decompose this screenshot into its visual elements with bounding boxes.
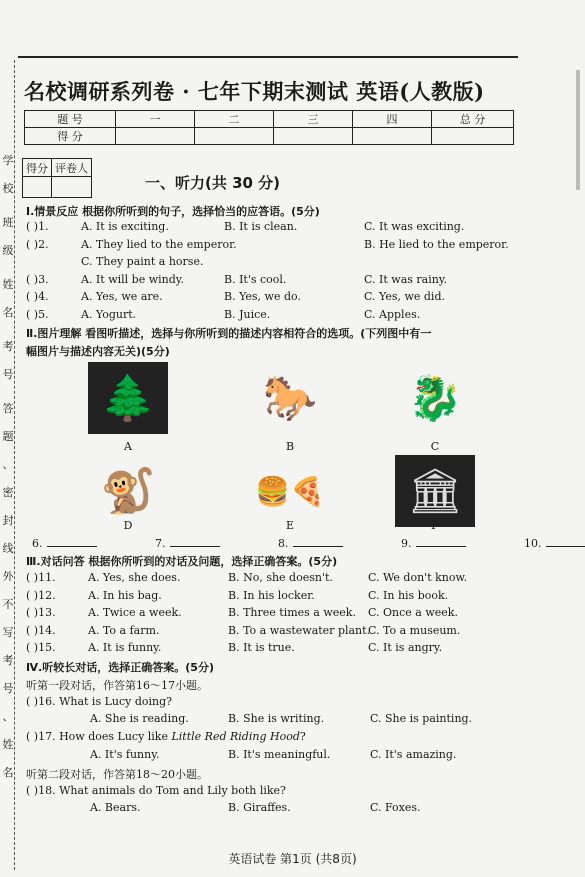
option-a[interactable]: A. To a farm. xyxy=(88,623,160,637)
page-footer: 英语试卷 第1页 (共8页) xyxy=(228,852,357,866)
score-row-label: 得 分 xyxy=(25,128,116,145)
score-table xyxy=(24,110,514,145)
answer-blank-item xyxy=(524,536,585,550)
question-number: ( )4. xyxy=(26,290,49,303)
score-col-4: 四 xyxy=(353,111,432,128)
hamburger-pizza-icon: 🍔🍕 xyxy=(255,474,325,508)
right-edge-shadow xyxy=(576,70,580,190)
side-char: 题 xyxy=(2,430,14,443)
question-row xyxy=(26,624,536,640)
score-cell[interactable] xyxy=(274,128,353,145)
option-a[interactable]: A. It is exciting. xyxy=(81,220,169,233)
picture-label: F xyxy=(431,519,439,532)
question-row xyxy=(26,273,536,289)
grader-score-cell[interactable] xyxy=(23,177,52,198)
option-b[interactable]: B. No, she doesn't. xyxy=(228,571,333,584)
part4-sub1: 听第一段对话，作答第16～17小题。 xyxy=(26,679,208,692)
q17-mark: ? xyxy=(299,730,306,743)
side-char: 答 xyxy=(2,402,14,415)
answer-blank-item xyxy=(155,536,220,550)
side-char: 写 xyxy=(2,626,14,639)
picture-label: E xyxy=(285,519,295,532)
answer-blank-line[interactable] xyxy=(170,536,220,547)
option-b[interactable]: B. Juice. xyxy=(224,307,271,321)
binding-line xyxy=(14,60,15,870)
side-char: 姓 xyxy=(2,278,14,291)
option-b[interactable]: B. It's cool. xyxy=(224,272,287,286)
option-a[interactable]: A. It will be windy. xyxy=(81,272,185,286)
side-char: 号 xyxy=(2,682,14,695)
snowy-forest-icon: 🌲 xyxy=(88,362,168,434)
question-number: ( )13. xyxy=(26,606,56,619)
q18-option-c[interactable]: C. Foxes. xyxy=(370,801,421,814)
side-char: 班 xyxy=(2,216,14,229)
q18-option-b[interactable]: B. Giraffes. xyxy=(228,801,291,814)
side-char: 外 xyxy=(2,570,14,583)
ancient-bronze-icon: 🏛 xyxy=(395,455,475,527)
section-1-title: 一、听力(共 30 分) xyxy=(145,174,281,192)
option-a[interactable]: A. Yogurt. xyxy=(81,307,137,321)
q17-book-title: Little Red Riding Hood xyxy=(171,730,300,743)
blank-number: 7. xyxy=(155,537,166,550)
horse-icon: 🐎 xyxy=(262,373,318,424)
grader-score-label: 得分 xyxy=(23,159,52,177)
q17-option-a[interactable]: A. It's funny. xyxy=(90,748,160,761)
score-cell[interactable] xyxy=(353,128,432,145)
option-b[interactable]: B. It is true. xyxy=(228,641,295,654)
question-number: ( )14. xyxy=(26,623,56,637)
option-c[interactable]: C. It is angry. xyxy=(368,641,443,654)
monkey-icon: 🐒 xyxy=(100,466,156,517)
side-char: 姓 xyxy=(2,738,14,751)
question-16: ( )16. What is Lucy doing? xyxy=(26,695,173,708)
score-cell[interactable] xyxy=(195,128,274,145)
option-b[interactable]: B. Yes, we do. xyxy=(224,290,301,303)
dragon-icon: 🐉 xyxy=(407,373,463,424)
answer-blank-item xyxy=(401,536,466,550)
score-col-2: 二 xyxy=(195,111,274,128)
grader-box xyxy=(22,158,92,198)
option-a[interactable]: A. Yes, she does. xyxy=(88,571,181,584)
answer-blank-line[interactable] xyxy=(293,536,343,547)
blank-number: 9. xyxy=(401,537,412,550)
q17-option-c[interactable]: C. It's amazing. xyxy=(370,748,457,761)
grader-name-cell[interactable] xyxy=(52,177,92,198)
option-c[interactable]: C. Apples. xyxy=(364,307,421,321)
side-char: 线 xyxy=(2,542,14,555)
side-char: 级 xyxy=(2,244,14,257)
part2-heading-1: Ⅱ.图片理解 看图听描述，选择与你所听到的描述内容相符合的选项。(下列图中有一 xyxy=(26,327,432,340)
question-number: ( )11. xyxy=(26,571,56,584)
option-b[interactable]: B. It is clean. xyxy=(224,220,298,233)
top-rule xyxy=(18,56,518,58)
option-c[interactable]: C. To a museum. xyxy=(368,623,461,637)
part2-heading-2: 幅图片与描述内容无关)(5分) xyxy=(26,345,170,358)
option-a[interactable]: C. They paint a horse. xyxy=(81,255,204,268)
score-col-1: 一 xyxy=(116,111,195,128)
question-number: ( )12. xyxy=(26,588,56,602)
page-title: 名校调研系列卷 · 七年下期末测试 英语(人教版) xyxy=(24,79,485,104)
side-char: 不 xyxy=(2,598,14,611)
side-char: 、 xyxy=(2,710,14,723)
side-char: 名 xyxy=(2,766,14,779)
blank-number: 6. xyxy=(32,537,43,550)
option-a[interactable]: A. They lied to the emperor. xyxy=(81,237,237,251)
question-row xyxy=(26,606,536,622)
score-header: 题 号 xyxy=(25,111,116,128)
option-b[interactable]: B. In his locker. xyxy=(228,588,315,602)
option-c[interactable]: C. It was rainy. xyxy=(364,272,448,286)
score-col-total: 总 分 xyxy=(432,111,514,128)
question-row xyxy=(26,571,536,587)
question-row xyxy=(26,589,536,605)
score-cell[interactable] xyxy=(116,128,195,145)
question-row xyxy=(26,308,536,324)
question-number: ( )15. xyxy=(26,641,56,654)
part1-heading: Ⅰ.情景反应 根据你所听到的句子，选择恰当的应答语。(5分) xyxy=(26,205,320,218)
option-c[interactable]: C. Yes, we did. xyxy=(364,290,445,303)
q16-option-a[interactable]: A. She is reading. xyxy=(90,712,189,725)
side-char: 学 xyxy=(2,154,14,167)
part3-heading: Ⅲ.对话问答 根据你所听到的对话及问题，选择正确答案。(5分) xyxy=(26,555,338,568)
blank-number: 10. xyxy=(524,537,542,550)
option-a[interactable]: A. In his bag. xyxy=(88,588,162,602)
option-a[interactable]: A. Yes, we are. xyxy=(81,290,163,303)
score-col-3: 三 xyxy=(274,111,353,128)
picture-label: A xyxy=(124,440,132,453)
option-a[interactable]: A. It is funny. xyxy=(88,641,162,654)
blank-number: 8. xyxy=(278,537,289,550)
q17-text: ( )17. How does Lucy like xyxy=(26,730,172,743)
option-c[interactable]: C. Once a week. xyxy=(368,606,458,619)
picture-label: C xyxy=(430,440,440,453)
answer-blank-line[interactable] xyxy=(546,536,585,547)
side-char: 考 xyxy=(2,654,14,667)
q16-option-b[interactable]: B. She is writing. xyxy=(228,712,325,725)
option-a[interactable]: A. Twice a week. xyxy=(88,606,182,619)
answer-blank-line[interactable] xyxy=(47,536,97,547)
question-number: ( )5. xyxy=(26,307,49,321)
answer-blank-line[interactable] xyxy=(416,536,466,547)
option-c[interactable]: C. We don't know. xyxy=(368,571,468,584)
side-char: 、 xyxy=(2,458,14,471)
option-c[interactable]: B. He lied to the emperor. xyxy=(364,237,509,251)
part4-heading: Ⅳ.听较长对话，选择正确答案。(5分) xyxy=(26,661,214,674)
picture-label: D xyxy=(123,519,133,532)
question-row xyxy=(26,641,536,657)
question-row xyxy=(26,255,536,271)
option-c[interactable]: C. It was exciting. xyxy=(364,220,465,233)
q18-option-a[interactable]: A. Bears. xyxy=(90,801,141,814)
option-c[interactable]: C. In his book. xyxy=(368,588,449,602)
answer-blank-item xyxy=(32,536,97,550)
option-b[interactable]: B. Three times a week. xyxy=(228,606,356,619)
question-row xyxy=(26,290,536,306)
side-char: 号 xyxy=(2,368,14,381)
part4-sub2: 听第二段对话，作答第18～20小题。 xyxy=(26,768,208,781)
question-number: ( )1. xyxy=(26,220,49,233)
q16-option-c[interactable]: C. She is painting. xyxy=(370,712,473,725)
side-char: 考 xyxy=(2,340,14,353)
score-cell[interactable] xyxy=(432,128,514,145)
option-b[interactable]: B. To a wastewater plant. xyxy=(228,623,371,637)
question-row xyxy=(26,238,536,254)
picture-label: B xyxy=(285,440,295,453)
question-number: ( )2. xyxy=(26,237,49,251)
question-18: ( )18. What animals do Tom and Lily both like? xyxy=(26,784,286,797)
answer-blank-item xyxy=(278,536,343,550)
question-row xyxy=(26,220,536,236)
side-char: 校 xyxy=(2,182,14,195)
side-char: 密 xyxy=(2,486,14,499)
grader-name-label: 评卷人 xyxy=(52,159,92,177)
question-17 xyxy=(26,730,306,743)
q17-option-b[interactable]: B. It's meaningful. xyxy=(228,748,331,761)
question-number: ( )3. xyxy=(26,272,49,286)
side-char: 名 xyxy=(2,306,14,319)
side-char: 封 xyxy=(2,514,14,527)
